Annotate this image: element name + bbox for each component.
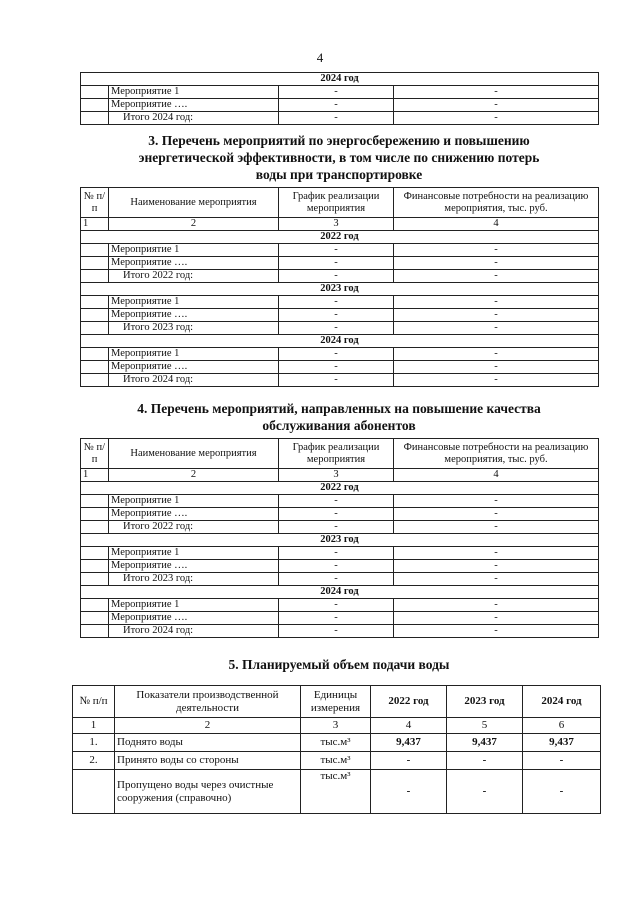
table-cell: Поднято воды: [115, 734, 301, 752]
page-number: 4: [316, 50, 324, 65]
table-row: [81, 244, 599, 257]
table-cell: 4: [394, 469, 599, 482]
table-cell: [81, 348, 109, 361]
table-cell: № п/п: [81, 439, 109, 469]
table-row: [81, 99, 599, 112]
table-cell: [81, 296, 109, 309]
section4-title: 4. Перечень мероприятий, направленных на повышение качества обслуживания абонентов: [137, 401, 541, 433]
table-cell: 2: [115, 718, 301, 734]
table-cell: -: [279, 547, 394, 560]
table-cell: -: [279, 573, 394, 586]
table-cell: [81, 612, 109, 625]
table-section5: [72, 685, 601, 814]
table-row: [81, 361, 599, 374]
table-cell: [81, 508, 109, 521]
table-cell: -: [394, 244, 599, 257]
table-cell: -: [394, 374, 599, 387]
table-cell: 3: [301, 718, 371, 734]
section3-title: 3. Перечень мероприятий по энергосбережению и повышению энергетической эффективности, в том числе по снижению потерь воды при транспортировке: [138, 133, 540, 182]
table-cell: -: [447, 770, 523, 814]
table-cell: Мероприятие ….: [109, 508, 279, 521]
table-cell: Мероприятие 1: [109, 495, 279, 508]
table-cell: -: [279, 257, 394, 270]
table-cell: Итого 2023 год:: [109, 573, 279, 586]
table-cell: 1: [81, 218, 109, 231]
table-cell: -: [394, 112, 599, 125]
table-row-total: [81, 270, 599, 283]
year-header: 2023 год: [81, 534, 599, 547]
table-cell: График реализации мероприятия: [279, 188, 394, 218]
table-cell: -: [394, 99, 599, 112]
table-cell: [73, 770, 115, 814]
table-cell: 4: [371, 718, 447, 734]
table-cell: № п/п: [73, 686, 115, 718]
table-cell: [81, 599, 109, 612]
table-cell: Финансовые потребности на реализацию мероприятия, тыс. руб.: [394, 188, 599, 218]
table-header-row: [81, 439, 599, 469]
table-row: [81, 612, 599, 625]
table-cell: -: [394, 625, 599, 638]
table-cell: Мероприятие ….: [109, 361, 279, 374]
table-cell: [81, 309, 109, 322]
table-cell: -: [279, 348, 394, 361]
table-cell: Наименование мероприятия: [109, 188, 279, 218]
year-header: 2022 год: [81, 231, 599, 244]
table-cell: Мероприятие ….: [109, 99, 279, 112]
table-cell: 6: [523, 718, 601, 734]
table-cell: [81, 244, 109, 257]
table-cell: -: [279, 296, 394, 309]
table-cell: -: [371, 770, 447, 814]
table-cell: Мероприятие 1: [109, 599, 279, 612]
table-cell: Наименование мероприятия: [109, 439, 279, 469]
year-header: 2023 год: [81, 283, 599, 296]
table-cell: 2022 год: [371, 686, 447, 718]
table-cell: [81, 322, 109, 335]
table-cell: -: [279, 244, 394, 257]
table-cell: -: [279, 361, 394, 374]
table-cell: [81, 361, 109, 374]
table-row-total: [81, 573, 599, 586]
table-cell: 2.: [73, 752, 115, 770]
table-cell: 3: [279, 469, 394, 482]
table-cell: -: [279, 374, 394, 387]
table-cell: -: [279, 560, 394, 573]
table-row: [81, 86, 599, 99]
table-row-total: [81, 521, 599, 534]
table-cell: -: [279, 309, 394, 322]
table-cell: [81, 99, 109, 112]
table-cell: [81, 495, 109, 508]
table-continuation-2024: [80, 72, 599, 125]
table-cell: [81, 374, 109, 387]
table-cell: -: [394, 270, 599, 283]
table-header-row: [73, 686, 601, 718]
table-cell: Итого 2023 год:: [109, 322, 279, 335]
table-cell: 4: [394, 218, 599, 231]
table-cell: 2: [109, 218, 279, 231]
table-header-row: [81, 188, 599, 218]
table-cell: -: [279, 495, 394, 508]
table-cell: 1.: [73, 734, 115, 752]
table-cell: -: [394, 521, 599, 534]
table-cell: Показатели производственной деятельности: [115, 686, 301, 718]
table-cell: [81, 270, 109, 283]
table-cell: [81, 573, 109, 586]
year-header: 2024 год: [81, 335, 599, 348]
table-cell: Мероприятие 1: [109, 547, 279, 560]
table-cell: -: [279, 521, 394, 534]
table-cell: Мероприятие 1: [109, 348, 279, 361]
table-row: [81, 296, 599, 309]
table-cell: тыс.м³: [301, 734, 371, 752]
table-cell: -: [371, 752, 447, 770]
table-cell: -: [279, 270, 394, 283]
table-cell: Мероприятие ….: [109, 309, 279, 322]
table-cell: -: [279, 112, 394, 125]
table-cell: Мероприятие 1: [109, 244, 279, 257]
table-cell: График реализации мероприятия: [279, 439, 394, 469]
table-cell: 2: [109, 469, 279, 482]
table-cell: -: [279, 322, 394, 335]
table-cell: 2024 год: [523, 686, 601, 718]
table-cell: [81, 521, 109, 534]
table-cell: 9,437: [523, 734, 601, 752]
table-cell: -: [279, 625, 394, 638]
table-cell: 9,437: [447, 734, 523, 752]
table-cell: -: [279, 599, 394, 612]
table-cell: 2023 год: [447, 686, 523, 718]
table-row-total: [81, 112, 599, 125]
table-cell: Пропущено воды через очистные сооружения (справочно): [115, 770, 301, 814]
table-cell: Мероприятие 1: [109, 86, 279, 99]
table-row: [73, 734, 601, 752]
table-cell: -: [394, 573, 599, 586]
table-cell: -: [394, 309, 599, 322]
table-cell: -: [394, 560, 599, 573]
table-cell: 5: [447, 718, 523, 734]
table-cell: -: [523, 752, 601, 770]
table-row: [81, 348, 599, 361]
table-row: [81, 309, 599, 322]
table-cell: 3: [279, 218, 394, 231]
table-cell: [81, 257, 109, 270]
table-cell: -: [394, 495, 599, 508]
table-cell: 9,437: [371, 734, 447, 752]
table-cell: Единицы измерения: [301, 686, 371, 718]
table-cell: Итого 2024 год:: [109, 112, 279, 125]
table-row: [81, 547, 599, 560]
table-cell: [81, 560, 109, 573]
table-cell: -: [394, 612, 599, 625]
table-row: [81, 257, 599, 270]
table-cell: [81, 112, 109, 125]
table-row: [81, 560, 599, 573]
table-cell: Финансовые потребности на реализацию мероприятия, тыс. руб.: [394, 439, 599, 469]
table-cell: -: [523, 770, 601, 814]
table-cell: -: [394, 361, 599, 374]
table-section4: [80, 438, 599, 638]
table-cell: -: [394, 322, 599, 335]
table-cell: [81, 86, 109, 99]
table-row-total: [81, 374, 599, 387]
column-numbers-row: [81, 469, 599, 482]
table-cell: -: [394, 547, 599, 560]
table-cell: тыс.м³: [301, 770, 371, 814]
table-row: [81, 599, 599, 612]
year-header: 2024 год: [81, 586, 599, 599]
table-cell: 1: [73, 718, 115, 734]
table-cell: тыс.м³: [301, 752, 371, 770]
table-cell: -: [394, 296, 599, 309]
table-cell: Мероприятие 1: [109, 296, 279, 309]
table-cell: -: [279, 612, 394, 625]
column-numbers-row: [81, 218, 599, 231]
table-cell: [81, 625, 109, 638]
table-cell: -: [447, 752, 523, 770]
table-cell: -: [279, 86, 394, 99]
table-row: [81, 508, 599, 521]
table-section3: [80, 187, 599, 387]
table-row: [73, 770, 601, 814]
table-row: [73, 752, 601, 770]
table-cell: Итого 2024 год:: [109, 625, 279, 638]
section5-title: 5. Планируемый объем подачи воды: [228, 657, 450, 672]
table-cell: [81, 547, 109, 560]
table-cell: Мероприятие ….: [109, 257, 279, 270]
table-cell: -: [394, 257, 599, 270]
table-cell: Итого 2022 год:: [109, 521, 279, 534]
table-cell: Итого 2022 год:: [109, 270, 279, 283]
table-cell: -: [279, 99, 394, 112]
year-header: 2022 год: [81, 482, 599, 495]
table-cell: -: [394, 348, 599, 361]
year-header: 2024 год: [81, 73, 599, 86]
table-row-total: [81, 322, 599, 335]
table-cell: Мероприятие ….: [109, 612, 279, 625]
table-row-total: [81, 625, 599, 638]
table-cell: Итого 2024 год:: [109, 374, 279, 387]
table-cell: -: [279, 508, 394, 521]
table-row: [81, 495, 599, 508]
table-cell: Принято воды со стороны: [115, 752, 301, 770]
column-numbers-row: [73, 718, 601, 734]
table-cell: -: [394, 508, 599, 521]
table-cell: Мероприятие ….: [109, 560, 279, 573]
table-cell: № п/п: [81, 188, 109, 218]
table-cell: -: [394, 86, 599, 99]
table-cell: -: [394, 599, 599, 612]
table-cell: 1: [81, 469, 109, 482]
